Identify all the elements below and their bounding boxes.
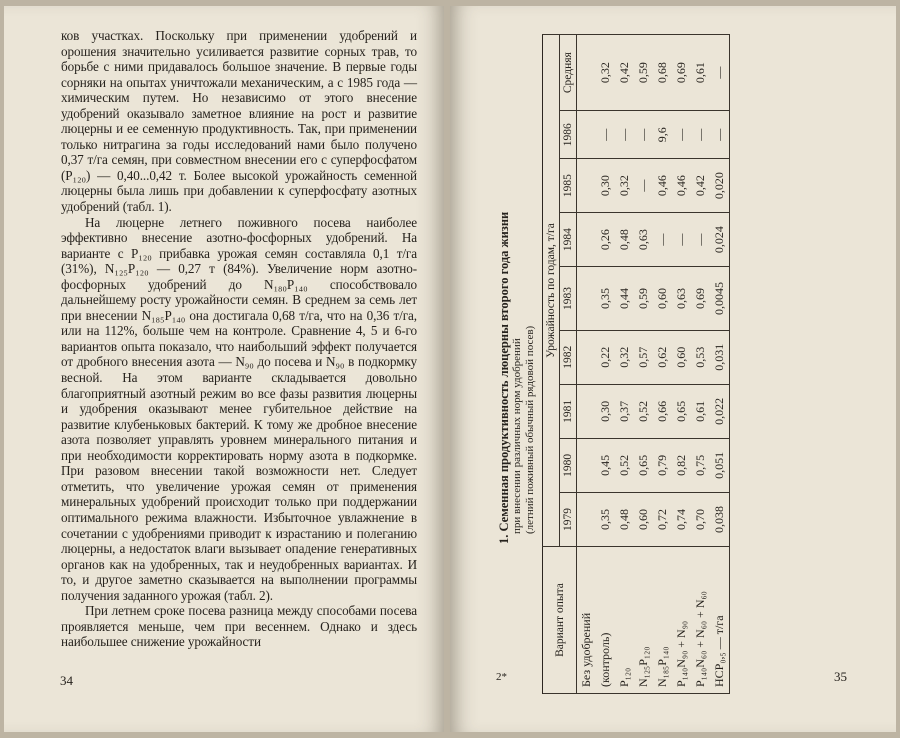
value-cell: 0,48 xyxy=(615,492,634,546)
variant-cell: НСР₀,₅ — т/га xyxy=(710,547,730,694)
value-cell: 0,52 xyxy=(615,438,634,492)
value-cell: — xyxy=(615,111,634,159)
value-cell: 0,82 xyxy=(672,438,691,492)
value-cell xyxy=(577,159,597,213)
value-cell: 0,031 xyxy=(710,330,730,384)
page-number: 34 xyxy=(60,673,73,688)
value-cell: 0,59 xyxy=(634,35,653,111)
value-cell: 0,63 xyxy=(672,267,691,331)
year-header: 1982 xyxy=(560,330,577,384)
value-cell: 0,60 xyxy=(653,267,672,331)
variant-cell: N₁₈₅P₁₄₀ xyxy=(653,547,672,694)
value-cell: 0,65 xyxy=(672,384,691,438)
value-cell: 0,46 xyxy=(653,159,672,213)
value-cell: 0,022 xyxy=(710,384,730,438)
year-header: 1980 xyxy=(560,438,577,492)
year-header: Средняя xyxy=(560,35,577,111)
year-header: 1979 xyxy=(560,492,577,546)
value-cell: 0,37 xyxy=(615,384,634,438)
value-cell: 0,46 xyxy=(672,159,691,213)
value-cell: 0,038 xyxy=(710,492,730,546)
value-cell xyxy=(577,213,597,267)
value-cell: 0,53 xyxy=(691,330,710,384)
value-cell: 0,48 xyxy=(615,213,634,267)
table-row xyxy=(634,35,653,694)
value-cell: 0,70 xyxy=(691,492,710,546)
table-row xyxy=(672,35,691,694)
table-row xyxy=(691,35,710,694)
variant-cell: P₁₄₀N₆₀ + N₆₀ + N₆₀ xyxy=(691,547,710,694)
value-cell: 0,69 xyxy=(691,267,710,331)
year-header: 1983 xyxy=(560,267,577,331)
value-cell: 0,45 xyxy=(596,438,615,492)
value-cell xyxy=(577,35,597,111)
value-cell: 0,60 xyxy=(672,330,691,384)
value-cell: 0,0045 xyxy=(710,267,730,331)
value-cell: 0,22 xyxy=(596,330,615,384)
table-row xyxy=(710,35,730,694)
value-cell: 0,62 xyxy=(653,330,672,384)
value-cell: 0,52 xyxy=(634,384,653,438)
variant-cell: P₁₂₀ xyxy=(615,547,634,694)
value-cell: 0,66 xyxy=(653,384,672,438)
signature-mark: 2* xyxy=(496,671,507,683)
value-cell: — xyxy=(634,159,653,213)
table-row xyxy=(653,35,672,694)
value-cell: — xyxy=(672,111,691,159)
value-cell: 0,60 xyxy=(634,492,653,546)
value-cell xyxy=(577,438,597,492)
header-variant: Вариант опыта xyxy=(543,547,577,694)
value-cell: 0,69 xyxy=(672,35,691,111)
value-cell: 0,32 xyxy=(615,330,634,384)
value-cell: — xyxy=(710,111,730,159)
value-cell: 0,42 xyxy=(691,159,710,213)
table-row xyxy=(577,35,597,694)
value-cell xyxy=(577,330,597,384)
rotated-table-block xyxy=(498,34,858,694)
value-cell: 0,68 xyxy=(653,35,672,111)
year-header: 1985 xyxy=(560,159,577,213)
value-cell: 0,35 xyxy=(596,267,615,331)
value-cell: 9,6 xyxy=(653,111,672,159)
page-number: 35 xyxy=(834,669,847,684)
value-cell: — xyxy=(710,35,730,111)
value-cell: — xyxy=(634,111,653,159)
value-cell: 0,30 xyxy=(596,159,615,213)
value-cell: — xyxy=(672,213,691,267)
variant-cell: Без удобрений xyxy=(577,547,597,694)
header-yield-group: Урожайность по годам, т/га xyxy=(543,35,560,547)
value-cell: 0,42 xyxy=(615,35,634,111)
value-cell: 0,32 xyxy=(615,159,634,213)
value-cell: 0,32 xyxy=(596,35,615,111)
value-cell: 0,61 xyxy=(691,35,710,111)
year-header: 1981 xyxy=(560,384,577,438)
paragraph: При летнем сроке посева разница между способами посева проявляется меньше, чем при весеннем. Однако и здесь наибольшее снижение урожайности xyxy=(61,603,417,650)
variant-cell: N₁₂₅P₁₂₀ xyxy=(634,547,653,694)
variant-cell: (контроль) xyxy=(596,547,615,694)
value-cell: 0,57 xyxy=(634,330,653,384)
value-cell xyxy=(577,384,597,438)
value-cell: 0,65 xyxy=(634,438,653,492)
value-cell: 0,44 xyxy=(615,267,634,331)
value-cell: 0,024 xyxy=(710,213,730,267)
table-body xyxy=(577,35,730,694)
table-caption xyxy=(498,44,537,544)
value-cell: — xyxy=(653,213,672,267)
body-text xyxy=(61,28,417,650)
value-cell xyxy=(577,492,597,546)
value-cell xyxy=(577,267,597,331)
paragraph: ков участках. Поскольку при применении удобрений и орошения значительно усиливается развитие сорных трав, то борьбе с ними придавалось большое значение. В первые годы сорняки на опытах уничтожали механическим, а с 1985 года — химическим путем. Но независимо от этого внесение удобрений оказывало заметное влияние на рост и развитие люцерны и ее семенную продуктивность. Так, при применении только нитрагина за годы исследований нами было получено 0,37 т/га семян, при совместном внесении его с суперфосфатом (P₁₂₀) — 0,40...0,42 т. Более высокой урожайность семенной люцерны была лишь при добавлении к суперфосфату азотных удобрений (табл. 1). xyxy=(61,28,417,215)
value-cell: 0,72 xyxy=(653,492,672,546)
value-cell: 0,35 xyxy=(596,492,615,546)
value-cell: 0,26 xyxy=(596,213,615,267)
value-cell: — xyxy=(691,111,710,159)
table-row xyxy=(596,35,615,694)
left-page xyxy=(4,6,444,732)
variant-cell: P₁₄₀N₉₀ + N₉₀ xyxy=(672,547,691,694)
value-cell: — xyxy=(596,111,615,159)
value-cell: 0,59 xyxy=(634,267,653,331)
table-title: 1. Семенная продуктивность люцерны второго года жизни xyxy=(497,211,511,544)
value-cell xyxy=(577,111,597,159)
year-header: 1984 xyxy=(560,213,577,267)
value-cell: 0,74 xyxy=(672,492,691,546)
table-row xyxy=(615,35,634,694)
value-cell: 0,63 xyxy=(634,213,653,267)
paragraph: На люцерне летнего поживного посева наиболее эффективно внесение азотно-фосфорных удобрений. На варианте с P₁₂₀ прибавка урожая семян составляла 0,1 т/га (31%), N₁₂₅P₁₂₀ — 0,27 т (84%). Увеличение норм азотно-фосфорных удобрений до N₁₈₀P₁₄₀ способствовало дальнейшему росту урожайности семян. В среднем за семь лет при внесении N₁₈₅P₁₄₀ она достигала 0,68 т/га, что на 0,36 т/га, или на 112%, больше чем на контроле. Сравнение 4, 5 и 6-го вариантов опыта показало, что наибольший эффект получается от дробного внесения азота — N₉₀ до посева и N₉₀ в подкормку весной. На этом варианте складывается довольно благоприятный азотный режим во все фазы развития люцерны и удобрения оказывают менее губительное действие на развитие клубеньковых бактерий. К тому же дробное внесение азота позволяет управлять уровнем минерального питания и при необходимости корректировать норму азота в подкормке. При разовом внесении такой возможности нет. Следует отметить, что увеличение урожая семян от применения минеральных удобрений происходит только при поддержании оптимального режима влажности. Избыточное увлажнение в сочетании с удобрениями приводит к израстанию и полеганию люцерны, а недостаток влаги вызывает опадение генеративных органов как на удобренных, так и неудобренных вариантах. И то, и другое заметно сказывается на выполнении программы получения заданного урожая (табл. 2). xyxy=(61,214,417,603)
value-cell: 0,75 xyxy=(691,438,710,492)
value-cell: 0,61 xyxy=(691,384,710,438)
right-page xyxy=(450,6,896,732)
value-cell: 0,051 xyxy=(710,438,730,492)
table-subtitle-2: (летний поживный обычный рядовой посев) xyxy=(524,325,536,534)
value-cell: 0,79 xyxy=(653,438,672,492)
value-cell: 0,30 xyxy=(596,384,615,438)
value-cell: 0,020 xyxy=(710,159,730,213)
yield-table xyxy=(542,34,730,694)
table-subtitle: при внесении различных норм удобрений xyxy=(511,338,523,534)
value-cell: — xyxy=(691,213,710,267)
year-header: 1986 xyxy=(560,111,577,159)
